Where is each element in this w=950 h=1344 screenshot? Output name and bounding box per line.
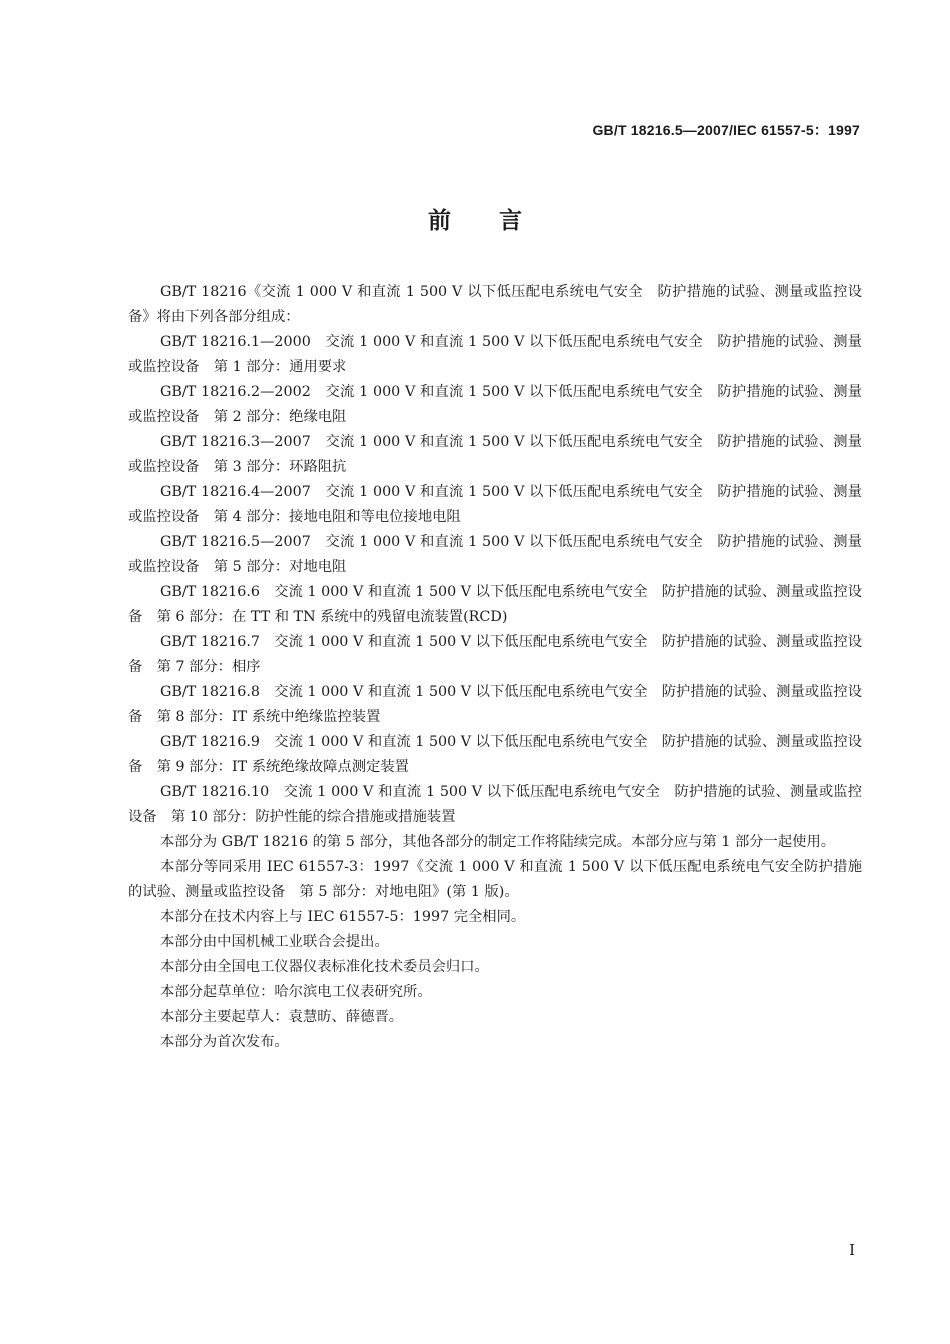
- paragraph-adoption: 本部分等同采用 IEC 61557-3：1997《交流 1 000 V 和直流 1 500 V 以下低压配电系统电气安全防护措施的试验、测量或监控设备 第 5 部分：对地电阻》(第 1 版)。: [128, 859, 862, 900]
- paragraph-committee: 本部分由全国电工仪器仪表标准化技术委员会归口。: [160, 959, 489, 975]
- paragraph-part-8: GB/T 18216.8 交流 1 000 V 和直流 1 500 V 以下低压配电系统电气安全 防护措施的试验、测量或监控设备 第 8 部分：IT 系统中绝缘监控装置: [128, 684, 862, 725]
- page-number: I: [849, 1241, 855, 1259]
- paragraph-part-2: GB/T 18216.2—2002 交流 1 000 V 和直流 1 500 V 以下低压配电系统电气安全 防护措施的试验、测量或监控设备 第 2 部分：绝缘电阻: [128, 384, 862, 425]
- paragraph-part-1: GB/T 18216.1—2000 交流 1 000 V 和直流 1 500 V 以下低压配电系统电气安全 防护措施的试验、测量或监控设备 第 1 部分：通用要求: [128, 334, 862, 375]
- paragraph-part-3: GB/T 18216.3—2007 交流 1 000 V 和直流 1 500 V 以下低压配电系统电气安全 防护措施的试验、测量或监控设备 第 3 部分：环路阻抗: [128, 434, 862, 475]
- paragraph-technical-content: 本部分在技术内容上与 IEC 61557-5：1997 完全相同。: [160, 909, 526, 925]
- standard-number-header: GB/T 18216.5—2007/IEC 61557-5：1997: [592, 122, 860, 138]
- paragraph-part-9: GB/T 18216.9 交流 1 000 V 和直流 1 500 V 以下低压配电系统电气安全 防护措施的试验、测量或监控设备 第 9 部分：IT 系统绝缘故障点测定装置: [128, 734, 862, 775]
- paragraph-proposer: 本部分由中国机械工业联合会提出。: [160, 934, 389, 950]
- paragraph-first-release: 本部分为首次发布。: [160, 1034, 289, 1050]
- paragraph-part-6: GB/T 18216.6 交流 1 000 V 和直流 1 500 V 以下低压配电系统电气安全 防护措施的试验、测量或监控设备 第 6 部分：在 TT 和 TN 系统中的残留电流装置(RCD): [128, 584, 862, 625]
- paragraph-scope: 本部分为 GB/T 18216 的第 5 部分，其他各部分的制定工作将陆续完成。本部分应与第 1 部分一起使用。: [160, 834, 836, 850]
- paragraph-part-4: GB/T 18216.4—2007 交流 1 000 V 和直流 1 500 V 以下低压配电系统电气安全 防护措施的试验、测量或监控设备 第 4 部分：接地电阻和等电位接地电阻: [128, 484, 862, 525]
- paragraph-intro: GB/T 18216《交流 1 000 V 和直流 1 500 V 以下低压配电系统电气安全 防护措施的试验、测量或监控设备》将由下列各部分组成：: [128, 284, 862, 325]
- preface-body: [128, 280, 862, 1055]
- paragraph-part-10: GB/T 18216.10 交流 1 000 V 和直流 1 500 V 以下低压配电系统电气安全 防护措施的试验、测量或监控设备 第 10 部分：防护性能的综合措施或措施装置: [128, 784, 862, 825]
- paragraph-part-7: GB/T 18216.7 交流 1 000 V 和直流 1 500 V 以下低压配电系统电气安全 防护措施的试验、测量或监控设备 第 7 部分：相序: [128, 634, 862, 675]
- paragraph-drafters: 本部分主要起草人：袁慧昉、薛德晋。: [160, 1009, 404, 1025]
- page-title: 前言: [428, 208, 570, 234]
- paragraph-drafting-unit: 本部分起草单位：哈尔滨电工仪表研究所。: [160, 984, 432, 1000]
- paragraph-part-5: GB/T 18216.5—2007 交流 1 000 V 和直流 1 500 V 以下低压配电系统电气安全 防护措施的试验、测量或监控设备 第 5 部分：对地电阻: [128, 534, 862, 575]
